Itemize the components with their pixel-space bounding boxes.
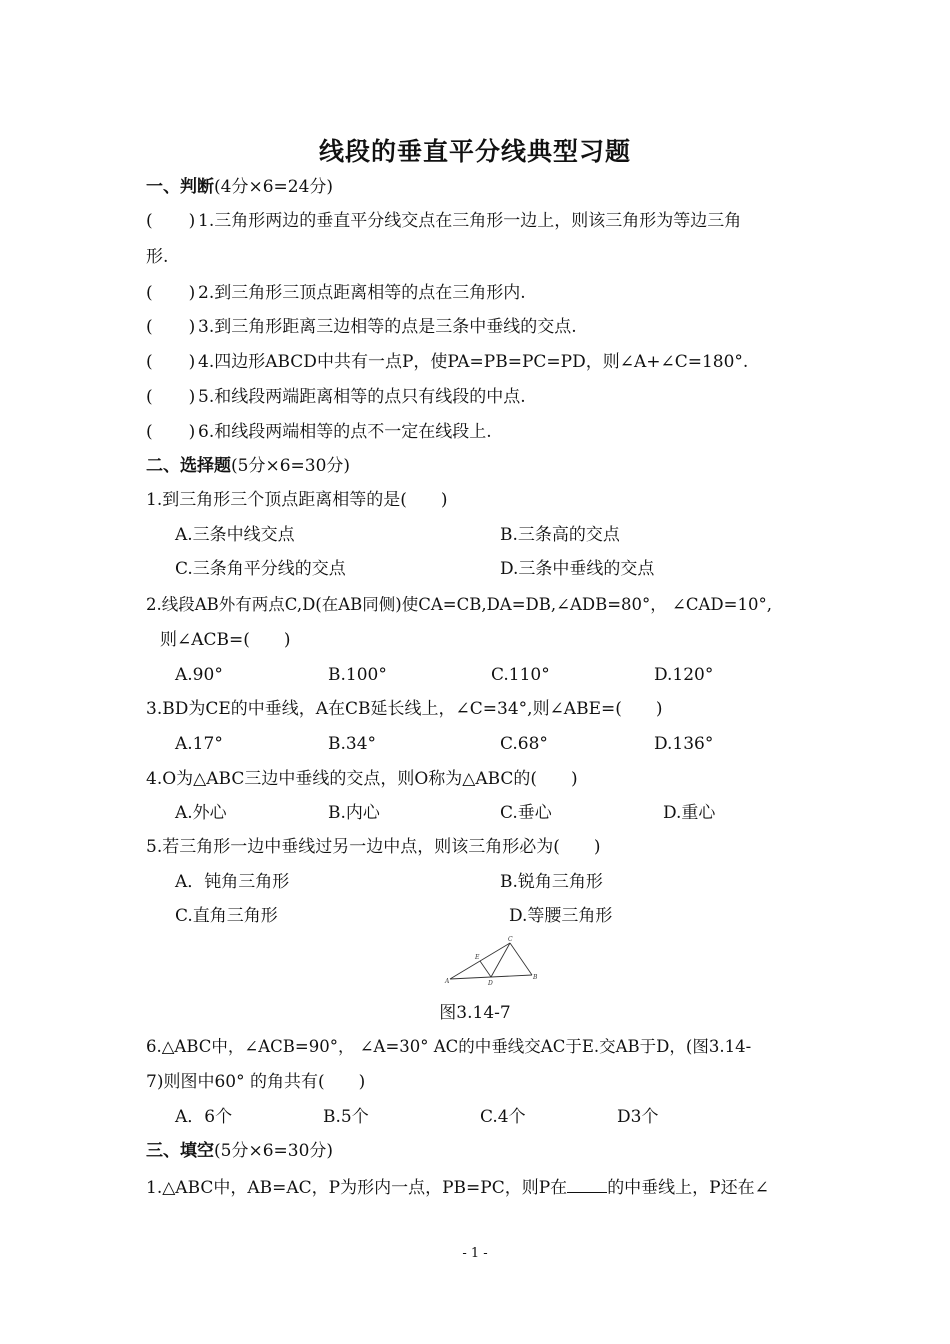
judgement-item-2	[146, 282, 526, 304]
item-text: 5.和线段两端距离相等的点只有线段的中点.	[198, 387, 526, 407]
section-title: 二、选择题	[146, 456, 231, 476]
q4-option-c[interactable]: C.垂心	[500, 803, 552, 823]
question-1-stem: 1.到三角形三个顶点距离相等的是( )	[146, 490, 448, 510]
q2-option-c[interactable]: C.110°	[491, 665, 550, 685]
segment-dc	[491, 943, 510, 977]
q3-option-d[interactable]: D.136°	[654, 734, 714, 754]
q6-option-b[interactable]: B.5个	[323, 1107, 369, 1127]
item-text: 6.和线段两端相等的点不一定在线段上.	[198, 422, 492, 442]
q5-option-c[interactable]: C.直角三角形	[175, 906, 278, 926]
q1-option-a[interactable]: A.三条中线交点	[175, 525, 295, 545]
section-title: 一、判断	[146, 177, 214, 197]
q4-option-d[interactable]: D.重心	[663, 803, 716, 823]
section-heading-judgement	[146, 176, 333, 198]
label-c: C	[508, 936, 513, 943]
item-text: 3.到三角形距离三边相等的点是三条中垂线的交点.	[198, 317, 577, 337]
question-6-stem: 6.△ABC中，∠ACB=90°， ∠A=30° AC的中垂线交AC于E.交AB于D，(图3.14-	[146, 1037, 752, 1056]
question-6-stem-continued: 7)则图中60° 的角共有( )	[146, 1072, 366, 1092]
segment-ed	[480, 961, 491, 977]
q3-option-c[interactable]: C.68°	[500, 734, 548, 754]
page-title: 线段的垂直平分线典型习题	[318, 137, 631, 166]
judgement-item-5	[146, 386, 526, 408]
fill-question-text-after: 的中垂线上，P还在∠	[607, 1178, 769, 1198]
fill-question-text: 1.△ABC中，AB=AC，P为形内一点，PB=PC，则P在	[146, 1178, 568, 1198]
item-text: 1.三角形两边的垂直平分线交点在三角形一边上，则该三角形为等边三角	[198, 211, 742, 231]
section-heading-fill	[146, 1140, 333, 1162]
section-title: 三、填空	[146, 1141, 214, 1161]
q1-option-b[interactable]: B.三条高的交点	[500, 525, 620, 545]
q2-option-b[interactable]: B.100°	[328, 665, 387, 685]
q6-option-a[interactable]: A．6个	[175, 1107, 233, 1127]
question-4-stem: 4.O为△ABC三边中垂线的交点，则O称为△ABC的( )	[146, 769, 578, 789]
answer-bracket[interactable]: ( )	[146, 352, 196, 372]
label-d: D	[488, 980, 493, 987]
q5-option-a[interactable]: A．钝角三角形	[175, 872, 290, 892]
fill-question-1	[146, 1175, 769, 1199]
answer-blank[interactable]	[567, 1175, 607, 1193]
judgement-item-1-continued: 形.	[146, 247, 169, 267]
q6-option-d[interactable]: D3个	[617, 1107, 659, 1127]
page-number: - 1 -	[462, 1246, 488, 1261]
q1-option-d[interactable]: D.三条中垂线的交点	[500, 559, 655, 579]
q3-option-b[interactable]: B.34°	[328, 734, 377, 754]
item-text: 2.到三角形三顶点距离相等的点在三角形内.	[198, 283, 526, 303]
question-5-stem: 5.若三角形一边中垂线过另一边中点，则该三角形必为( )	[146, 837, 601, 857]
answer-bracket[interactable]: ( )	[146, 387, 196, 407]
q2-option-a[interactable]: A.90°	[175, 665, 223, 685]
label-e: E	[475, 954, 480, 961]
question-2-stem-continued: 则∠ACB=( )	[160, 630, 291, 650]
q2-option-d[interactable]: D.120°	[654, 665, 714, 685]
q4-option-b[interactable]: B.内心	[328, 803, 380, 823]
segment-cb	[510, 943, 532, 975]
judgement-item-1	[146, 210, 741, 232]
section-scoring: (5分×6=30分)	[214, 1141, 334, 1161]
answer-bracket[interactable]: ( )	[146, 422, 196, 442]
q3-option-a[interactable]: A.17°	[175, 734, 223, 754]
figure-caption: 图3.14-7	[439, 1003, 511, 1023]
answer-bracket[interactable]: ( )	[146, 283, 196, 303]
section-heading-choice	[146, 455, 350, 477]
question-3-stem: 3.BD为CE的中垂线，A在CB延长线上，∠C=34°,则∠ABE=( )	[146, 699, 663, 719]
item-text: 4.四边形ABCD中共有一点P，使PA=PB=PC=PD，则∠A+∠C=180°.	[198, 352, 749, 372]
answer-bracket[interactable]: ( )	[146, 211, 196, 231]
label-a: A	[445, 978, 450, 985]
judgement-item-4	[146, 351, 748, 373]
question-2-stem: 2.线段AB外有两点C,D(在AB同侧)使CA=CB,DA=DB,∠ADB=80°， ∠CAD=10°,	[146, 595, 772, 614]
q5-option-b[interactable]: B.锐角三角形	[500, 872, 603, 892]
q1-option-c[interactable]: C.三条角平分线的交点	[175, 559, 346, 579]
q6-option-c[interactable]: C.4个	[480, 1107, 526, 1127]
answer-bracket[interactable]: ( )	[146, 317, 196, 337]
q5-option-d[interactable]: D.等腰三角形	[509, 906, 613, 926]
section-scoring: (4分×6=24分)	[214, 177, 334, 197]
section-scoring: (5分×6=30分)	[231, 456, 351, 476]
judgement-item-6	[146, 421, 492, 443]
label-b: B	[533, 974, 538, 981]
judgement-item-3	[146, 316, 577, 338]
q4-option-a[interactable]: A.外心	[175, 803, 227, 823]
triangle-figure	[444, 935, 544, 987]
